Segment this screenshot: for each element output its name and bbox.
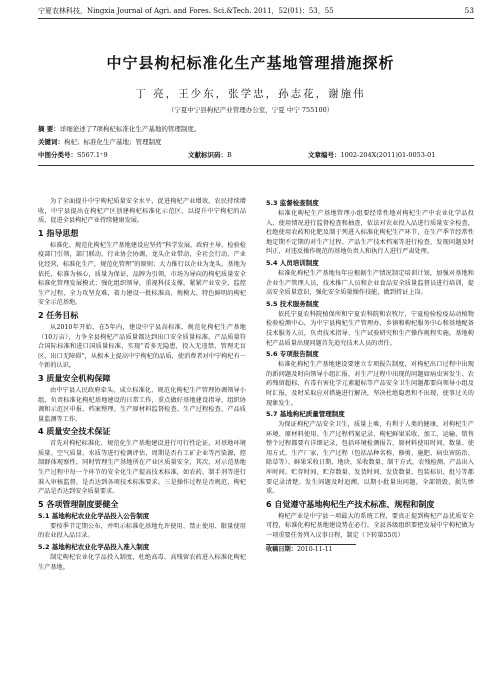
section-heading: 5 各项管理制度要健全	[38, 499, 119, 509]
section-paragraph: 首先对枸杞标准化、规范化生产基地建设进行可行性论证，对基地环境质量、空气质量、水质等进行检测评估，周期是否有工矿企业等污染源，控制群体观察性，同时管理生产基地所在产业区质量安全，其次，对示范基地生产过程中每一个环节的安全化生产提高技术标准，如农药、制手剂等进行准入审核监督，是否达到各项技术标准要求。三是操作过程是否规范，枸杞产品是否达到安全质量要求。	[38, 440, 246, 496]
clc-value: S567.1⁺9	[77, 151, 108, 159]
section-heading: 3 质量安全机构保障	[38, 373, 111, 383]
subsection-paragraph: 依托宁夏农科院植保所和宁夏农科院和农牧厅，宁夏检验检疫局动植物检验检测中心，为中宁县枸杞生产管理办，乡镇和枸杞服务中心和基地配备技术服务人员，负责技术指导、生产试验研究和生产操作规程实施。基地枸杞产品质量出现问题首先追究技术人员的责任。	[266, 310, 474, 347]
authors: 丁 亮，王少东，张学忠，孙志花，谢施伟	[135, 88, 366, 100]
intro-paragraph: 为了全面提升中宁枸杞质量安全水平，促进枸杞产业增效，农民持续增收，中宁县提出在枸杞产区创建枸杞标准化示范区，以提升中宁枸杞的品质，促进全县枸杞产业持续健康发展。	[38, 198, 246, 225]
abstract	[38, 124, 474, 133]
subsection-heading: 5.6 专项报告制度	[266, 350, 319, 359]
received-label: 收稿日期：	[266, 545, 297, 553]
clc	[38, 150, 188, 159]
subsection-heading: 5.7 基地枸杞质量管理制度	[266, 410, 345, 419]
section-heading: 2 任务目标	[38, 310, 79, 320]
subsection-heading: 5.1 基地枸杞农业化学品投入公告制度	[38, 511, 150, 520]
subsection-paragraph: 为保证枸杞产品安全卫生，质量上乘，有利于人类的健康，对枸杞生产环境、原材料使用、生产过程档案记录、枸杞鲜果采收、加工、运输、销售整个过程都要有详细记录，包括环境检测报告、原材料使用时间、数量、使用方式、生产厂家，生产过程（包括品种名称、修剪、施肥、病虫害防治、除草等）、鲜果采收日期、地块、采收数量、制干方式、农残检测、产品出入库时间、贮存时间、贮存数量、发货时间、发货数量、包装标识、批号等都要记录清楚。发生问题及时追溯，以期小批量出问题，全部销毁，损失惨重。	[266, 421, 474, 496]
subsection-paragraph: 要按季节定期公布，并明示标准化基地允许使用、禁止使用、限量使用的农业投入品目录。	[38, 522, 246, 540]
running-head	[38, 6, 474, 19]
subsection-paragraph: 标准化枸杞生产基地管理小组要经常性地对枸杞生产中农业化学品投入、使用情况进行监督检查和抽查，依法对农业投入品进行质量安全检查，杜绝使用农药和化肥及制于列进入标准化枸杞生产环节，在生产季节经常性地定期不定期的对生产过程、产品生产技术档案等进行检查，发现问题及时纠正，对违反操作规范的基地负责人和执行人进行严肃处理。	[266, 210, 474, 256]
journal-citation: 宁夏农林科技，Ningxia Journal of Agri. and Fores. Sci.&Tech. 2011，52(01)：53，55	[38, 7, 334, 15]
keywords-text: 枸杞；标准化生产基地；管理制度	[64, 138, 162, 146]
left-column	[38, 197, 246, 572]
subsection-paragraph: 标准化枸杞生产基地每年应根据生产情况制定培训计划，加强对基地和企业生产管理人员，技术推广人员和企业食品安全质量监督员进行培训，提高安全质量意识，强化安全质量操作技能，做到持证上岗。	[266, 269, 474, 297]
header-divider	[38, 165, 474, 166]
doc-code	[188, 150, 308, 159]
section-paragraph: 从2010年开始，在5年内，建设中宁县高标准、规范化枸杞生产基地（10万亩），力争全县枸杞产品质量都达到出口安全质量标准，产品质量符合国际标准和进口国质量标准，实现“看多无隐患，投入无违禁，管理无盲区，出口无障碍”，从根本上提高中宁枸杞的品质，使消费者对中宁枸杞有一个新的认识。	[38, 323, 246, 370]
keywords-label: 关键词：	[38, 138, 64, 146]
clc-label: 中图分类号：	[38, 151, 77, 159]
section-paragraph: 标准化、规范化枸杞生产基地建设应坚持“科学发展，政府主导，检验检疫部门引领，部门联动，行业协会协调，龙头企业带动，全社会行动，产业化经营，标准化生产，规范化管理”的原则；大力推行以企业为龙头，基地为依托，标准为核心，质量为保证，品牌为引领，市场为导向的枸杞质量安全标准化管理发展模式；强化组织领导，重视科技支撑，紧紧产业安全，监控生产过程，全力攻坚克难，着力建设一批标准高、规模大、特色鲜明的枸杞安全示范基地。	[38, 241, 246, 307]
section-heading: 6 自觉遵守基地枸杞生产技术标准、规程和制度	[266, 499, 435, 509]
abstract-text: 详细论述了7项枸杞标准化生产基地的管理制度。	[59, 125, 201, 133]
affiliation: （宁夏中宁县枸杞产业管理办公室，宁夏 中宁 755100）	[167, 106, 334, 114]
section-heading: 4 质量安全技术保证	[38, 427, 111, 437]
section-paragraph: 枸杞产业是中宁县一项最大的系统工程，要真正提到枸杞产品优质安全可控，标准化枸杞基地建设势在必行。全县各级组织要把发展中宁枸杞做为一项重要任务列入议事日程，制定（下转第55页）	[266, 512, 474, 540]
classification-line	[38, 150, 474, 159]
subsection-paragraph: 标准化枸杞生产基地建设要建立专项报告制度，对枸杞出口过程中出现的新问题及时向领导小组汇报，对生产过程中出现的问题如病虫害发生、农药残留超标、有毒有害化学元素超标等产品安全卫生问题都要向领导小组及时汇报，及时采取应对措施进行解决，坚决杜绝隐患和不出现，使事过关的现象发生。	[266, 361, 474, 407]
received-date	[266, 545, 474, 555]
doc-code-label: 文献标识码：	[188, 151, 227, 159]
article-no-value: 1002-204X(2011)01-0053-01	[340, 151, 436, 159]
right-column	[266, 197, 474, 554]
article-number	[308, 151, 435, 159]
subsection-heading: 5.3 监督检查制度	[266, 199, 319, 207]
page-number: 53	[464, 6, 474, 15]
received-value: 2010-11-11	[296, 545, 333, 553]
section-heading: 1 指导思想	[38, 228, 79, 238]
abstract-label: 摘 要：	[38, 125, 60, 133]
subsection-paragraph: 制定枸杞农业化学品投入制度，杜绝高毒、高残留农药进入标准化枸杞生产基地。	[38, 554, 246, 571]
doc-code-value: B	[227, 151, 232, 159]
article-no-label: 文章编号：	[308, 151, 341, 159]
section-paragraph: 由中宁县人民政府牵头，成立标准化、规范化枸杞生产管理协调领导小组，负责标准化枸杞基地建设的日常工作，重点做好基地建设指导、组织协调和示范区申报、档案整理、生产原材料监督检查、生产过程检查、产品质量监测等工作。	[38, 386, 246, 423]
paper-title: 中宁县枸杞标准化生产基地管理措施探析	[106, 54, 395, 72]
subsection-heading: 5.5 技术服务制度	[266, 299, 319, 308]
subsection-heading: 5.2 基地枸杞农业化学品投入准入制度	[38, 543, 150, 552]
subsection-heading: 5.4 人员培训制度	[266, 258, 319, 267]
keywords	[38, 137, 474, 146]
